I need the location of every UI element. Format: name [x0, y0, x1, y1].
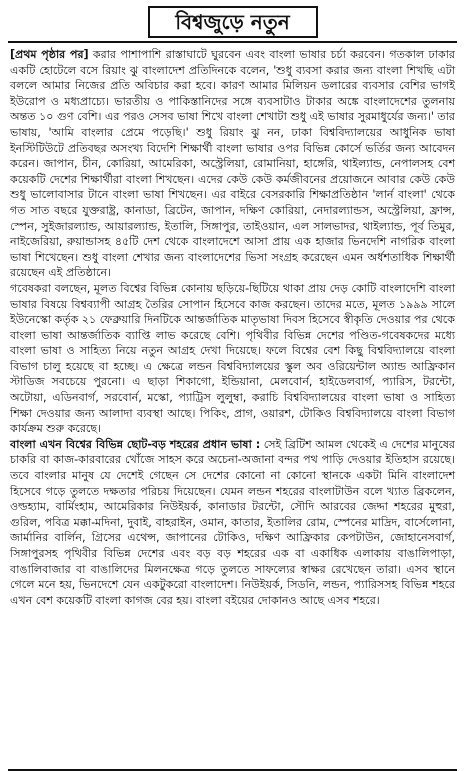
article-body: [8, 41, 457, 771]
continued-from-label: [প্রথম পৃষ্ঠার পর]: [10, 48, 89, 61]
paragraph-text: সেই ব্রিটিশ আমল থেকেই এ দেশের মানুষের চাকরি বা কাজ-কারবারের খোঁজে সাহস করে অচেনা-অজানা বন্দর পথ পাড়ি দেওয়ার ইতিহাস রয়েছে। তবে বাংলার মানুষ যে দেশেই গেছেন সে দেশের কোনো না কোনো স্থানকে একটা মিনি বাংলাদেশ হিসেবে গড়ে তুলতে দক্ষতার পরিচয় দিয়েছেন। যেমন লন্ডন শহরের বাংলাটাউন বলে খ্যাত ব্রিকলেন, ওল্ডহ্যাম, বার্মিংহাম, আমেরিকার নিউইয়র্ক, কানাডার টরন্টো, সৌদি আরবের জেদ্দা শহরের মুহুরা, গুরিল, পবিত্র মক্কা-মদিনা, দুবাই, বাহরাইন, ওমান, কাতার, ইতালির রোম, স্পেনের মাদ্রিদ, বার্সেলোনা, জার্মানির বার্লিন, গ্রিসের এথেন্স, জাপানের টোকিও, দক্ষিণ আফ্রিকার কেপটাউন, জোহানেসবার্গ, সিঙ্গাপুরসহ পৃথিবীর বিভিন্ন দেশের এবং বড় বড় শহরের এক বা একাধিক এলাকায় বাঙালিপাড়া, বাঙালিবাজার বা বাঙালিদের মিলনক্ষেত্র গড়ে তুলতে সাফল্যের স্বাক্ষর রেখেছেন তারা। এসব স্থানে গেলে মনে হয়, ভিনদেশে যেন একটুকরো বাংলাদেশ। নিউইয়র্ক, সিডনি, লন্ডন, প্যারিসসহ বিভিন্ন শহরে এখন বেশ কয়েকটি বাংলা কাগজ বের হয়। বাংলা বইয়ের দোকানও আছে এসব শহরে।: [10, 437, 455, 607]
paragraph-text: গবেষকরা বলছেন, মূলত বিশ্বের বিভিন্ন কোনায় ছড়িয়ে-ছিটিয়ে থাকা প্রায় দেড় কোটি বাংলাদেশি বাংলা ভাষার বিষয়ে বিশ্বব্যাপী আগ্রহ তৈরির সোপান হিসেবে কাজ করছেন। তাদের মতে, মূলত ১৯৯৯ সালে ইউনেস্কো কর্তৃক ২১ ফেব্রুয়ারি দিনটিকে আন্তর্জাতিক মাতৃভাষা দিবস হিসেবে স্বীকৃতি দেওয়ার পর থেকে বাংলা ভাষা আন্তর্জাতিক ব্যাপ্তি লাভ করেছে বেশি। পৃথিবীর বিভিন্ন দেশের পণ্ডিত-গবেষকদের মধ্যে বাংলা ভাষা ও সাহিত্য নিয়ে নতুন আগ্রহ দেখা দিয়েছে। ফলে বিশ্বের বেশ কিছু বিশ্ববিদ্যালয়ে বাংলা বিভাগ চালু হয়েছে বা হচ্ছে। এ ক্ষেত্রে লন্ডন বিশ্ববিদ্যালয়ের স্কুল অব ওরিয়েন্টাল অ্যান্ড আফ্রিকান স্টাডিজ সবচেয়ে পুরনো। এ ছাড়া শিকাগো, ইন্ডিয়ানা, মেলবোর্ন, হাইডেলবার্গ, প্যারিস, টরন্টো, অটোয়া, এডিনবার্গ, সরবোর্ন, মস্কো, প্যাট্রিস লুলুম্বা, করাচি বিশ্ববিদ্যালয়ের বাংলা ভাষা ও সাহিত্য শিক্ষা দেওয়ার জন্য আলাদা ব্যবস্থা আছে। পিকিং, প্রাগ, ওয়ারশ, টোকিও বিশ্ববিদ্যালয়ে বাংলা বিভাগ কার্যক্রম শুরু করেছে।: [10, 281, 455, 436]
article-paragraph-3: [10, 437, 455, 609]
paragraph-text: করার পাশাপাশি রাস্তাঘাটে ঘুরবেন এবং বাংলা ভাষার চর্চা করবেন। গতকাল ঢাকার একটি হোটেলে বসে রিয়াং ঝু বাংলাদেশ প্রতিদিনকে বলেন, 'শুধু ব্যবসা করার জন্য বাংলা শিখছি এটা বললে আমার নিজের প্রতি অবিচার করা হবে। কারণ আমার মিলিয়ন ডলারের ব্যবসার বেশির ভাগই ইউরোপ ও মধ্যপ্রাচ্যে। ভারতীয় ও পাকিস্তানিদের সঙ্গে ব্যবসাটাও টাকার অঙ্কে বাংলাদেশের তুলনায় অন্তত ১০ গুণ বেশি। এর পরও সেসব ভাষা শিখে বাংলা শেখাটা শুধু এই ভাষার সুরমাধুর্যের জন্য।' তার ভাষায়, 'আমি বাংলার প্রেমে পড়েছি।' শুধু রিয়াং ঝু নন, ঢাকা বিশ্ববিদ্যালয়ের আধুনিক ভাষা ইনস্টিটিউটে প্রতিবছর অসংখ্য বিদেশি শিক্ষার্থী বাংলা ভাষার ওপর বিভিন্ন কোর্সে ভর্তির জন্য আবেদন করেন। জাপান, চীন, কোরিয়া, আমেরিকা, অস্ট্রেলিয়া, রোমানিয়া, হাঙ্গেরি, থাইল্যান্ড, নেপালসহ বেশ কয়েকটি দেশের শিক্ষার্থীরা বাংলা শিখছেন। এদের কেউ কেউ কর্মজীবনের প্রয়োজনে আবার কেউ কেউ শুধু ভালোবাসার টানে বাংলা ভাষা শিখছেন। এর বাইরে বেসরকারি শিক্ষাপ্রতিষ্ঠান 'লার্ন বাংলা' থেকে গত সাত বছরে যুক্তরাষ্ট্র, কানাডা, ব্রিটেন, জাপান, দক্ষিণ কোরিয়া, নেদারল্যান্ডস, অস্ট্রেলিয়া, ফ্রান্স, স্পেন, সুইজারল্যান্ড, আয়ারল্যান্ড, ইতালি, সিঙ্গাপুর, তাইওয়ান, এল সালভাদর, থাইল্যান্ড, পূর্ব তিমুর, নাইজেরিয়া, রুয়ান্ডাসহ ৪৫টি দেশ থেকে বাংলাদেশে আসা প্রায় এক হাজার ভিনদেশি নাগরিক বাংলা ভাষা শিখেছেন। শুধু বাংলা শেখার জন্য বাংলাদেশের ভিসা সংগ্রহ করেছেন এমন অর্ধশতাধিক শিক্ষার্থী রয়েছেন এই প্রতিষ্ঠানে।: [10, 48, 455, 280]
headline: বিশ্বজুড়ে নতুন: [148, 6, 318, 38]
article-paragraph-2: [10, 281, 455, 437]
subheading: বাংলা এখন বিশ্বের বিভিন্ন ছোট-বড় শহরের প্রধান ভাষা :: [10, 437, 261, 451]
article-paragraph-1: [10, 47, 455, 281]
